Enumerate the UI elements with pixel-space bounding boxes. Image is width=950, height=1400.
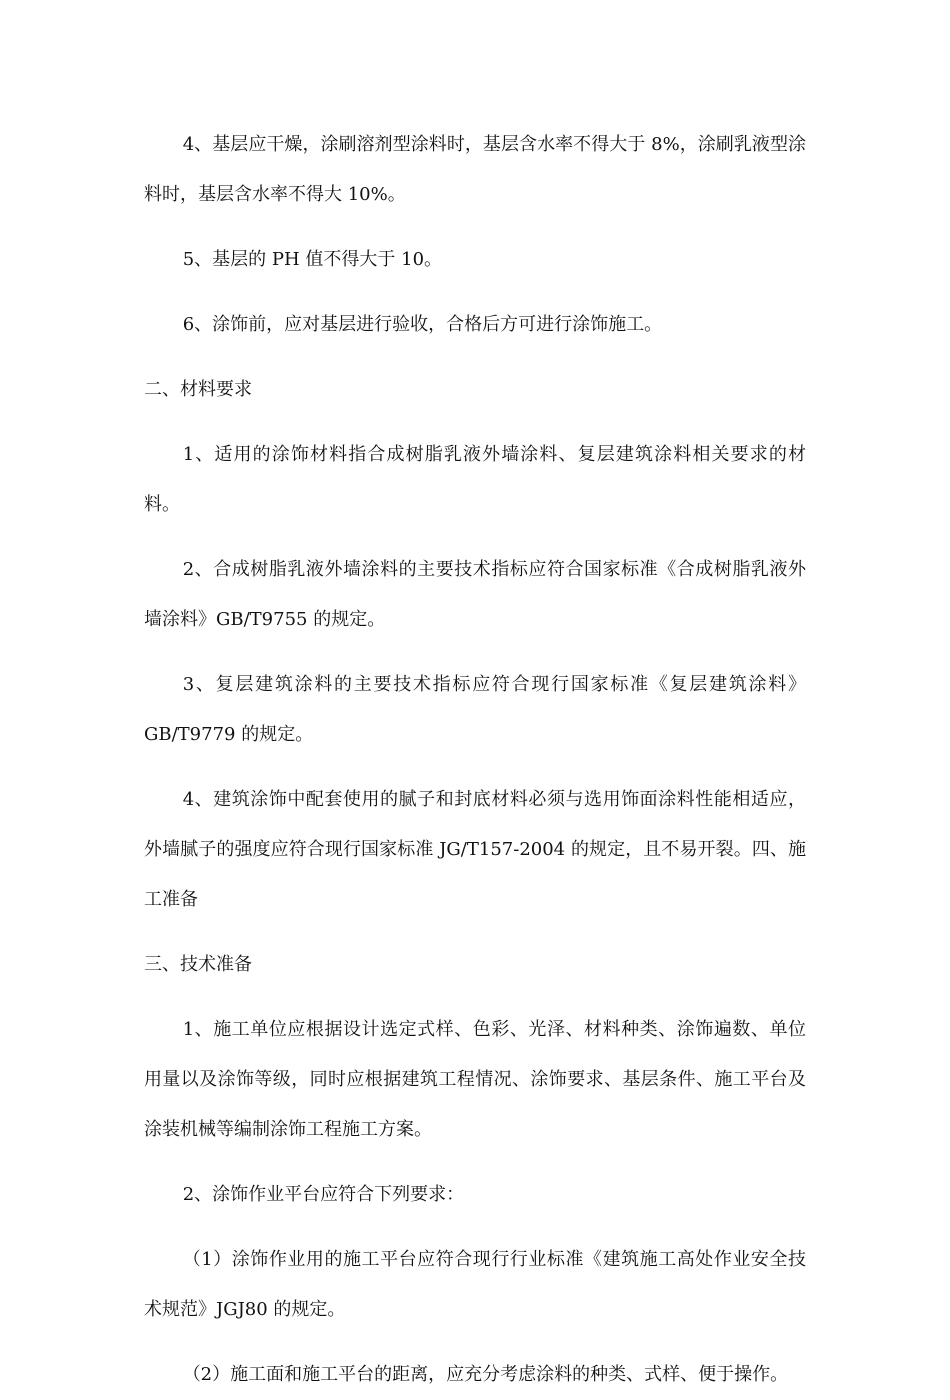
section-heading-technical-preparation: 三、技术准备 [144,954,252,975]
paragraph-platform-requirements: 2、涂饰作业平台应符合下列要求： [182,1184,465,1205]
paragraph-materials-putty: 4、建筑涂饰中配套使用的腻子和封底材料必须与选用饰面涂料性能相适应，外墙腻子的强度应符合现行国家标准 JG/T157-2004 的规定，且不易开裂。四、施工准备 [144,789,806,910]
paragraph-base-ph: 5、基层的 PH 值不得大于 10。 [182,249,443,270]
paragraph-platform-safety-standard: （1）涂饰作业用的施工平台应符合现行行业标准《建筑施工高处作业安全技术规范》JGJ80 的规定。 [144,1249,806,1320]
paragraph-base-acceptance: 6、涂饰前，应对基层进行验收，合格后方可进行涂饰施工。 [182,314,663,335]
paragraph-materials-multilayer-standard: 3、复层建筑涂料的主要技术指标应符合现行国家标准《复层建筑涂料》GB/T9779 的规定。 [144,674,806,745]
paragraph-platform-distance: （2）施工面和施工平台的距离，应充分考虑涂料的种类、式样、便于操作。 [182,1364,789,1385]
paragraph-base-moisture: 4、基层应干燥，涂刷溶剂型涂料时，基层含水率不得大于 8%，涂刷乳液型涂料时，基层含水率不得大 10%。 [144,134,806,205]
paragraph-materials-scope: 1、适用的涂饰材料指合成树脂乳液外墙涂料、复层建筑涂料相关要求的材料。 [144,444,806,515]
paragraph-technical-plan: 1、施工单位应根据设计选定式样、色彩、光泽、材料种类、涂饰遍数、单位用量以及涂饰等级，同时应根据建筑工程情况、涂饰要求、基层条件、施工平台及涂装机械等编制涂饰工程施工方案。 [144,1019,806,1140]
section-heading-materials: 二、材料要求 [144,379,252,400]
paragraph-materials-latex-standard: 2、合成树脂乳液外墙涂料的主要技术指标应符合国家标准《合成树脂乳液外墙涂料》GB/T9755 的规定。 [144,559,806,630]
